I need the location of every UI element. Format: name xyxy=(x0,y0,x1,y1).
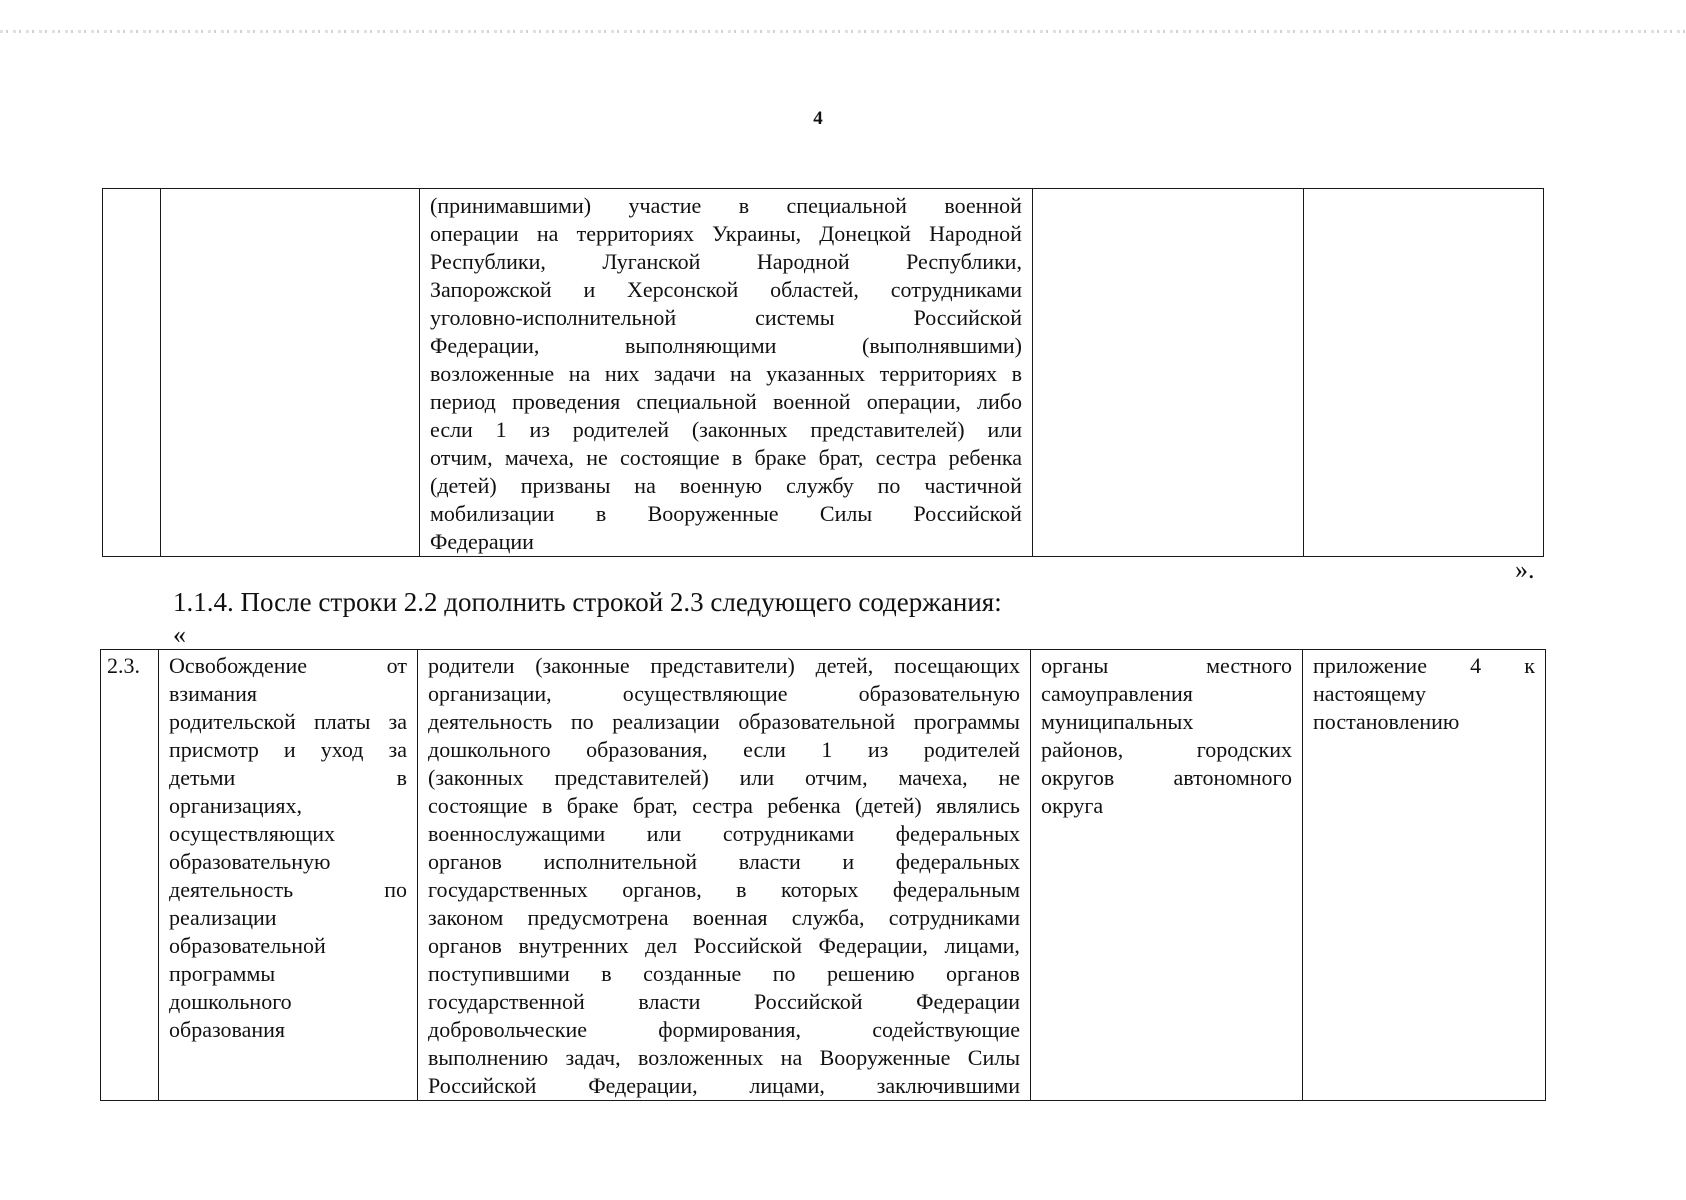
text-line: государственной власти Российской Федерации xyxy=(428,989,1020,1014)
text-line: присмотр и уход за xyxy=(169,737,407,762)
authority-text xyxy=(1041,652,1292,820)
table-new-row xyxy=(100,649,1546,1101)
text-line: деятельность по реализации образовательной программы xyxy=(428,709,1020,734)
text-line: округов автономного xyxy=(1041,765,1292,790)
text-line: родители (законные представители) детей, посещающих xyxy=(428,653,1020,678)
text-line: Российской Федерации, лицами, заключившими xyxy=(428,1073,1020,1098)
scan-edge xyxy=(0,30,1686,33)
amendment-text: 1.1.4. После строки 2.2 дополнить строкой 2.3 следующего содержания: xyxy=(173,587,1002,617)
text-line: организации, осуществляющие образовательную xyxy=(428,681,1020,706)
text-line: законом предусмотрена военная служба, сотрудниками xyxy=(428,905,1020,930)
text-line: образовательной xyxy=(169,933,326,958)
text-line: деятельность по xyxy=(169,877,407,902)
text-line: взимания xyxy=(169,681,258,706)
text-line: государственных органов, в которых федеральным xyxy=(428,877,1020,902)
text-line: (детей) призваны на военную службу по частичной xyxy=(430,473,1022,498)
text-line: уголовно-исполнительной системы Российской xyxy=(430,305,1022,330)
text-line: органы местного xyxy=(1041,653,1292,678)
reference-text xyxy=(1313,652,1535,736)
cell-authority xyxy=(1031,650,1303,1101)
text-line: отчим, мачеха, не состоящие в браке брат, сестра ребенка xyxy=(430,445,1022,470)
text-line: военнослужащими или сотрудниками федеральных xyxy=(428,821,1020,846)
text-line: детьми в xyxy=(169,765,407,790)
text-line: самоуправления xyxy=(1041,681,1193,706)
cell-number: 2.3. xyxy=(101,650,159,1101)
text-line: организациях, xyxy=(169,793,302,818)
text-line: выполнению задач, возложенных на Вооруженные Силы xyxy=(428,1045,1020,1070)
text-line: образования xyxy=(169,1017,286,1042)
text-line: районов, городских xyxy=(1041,737,1292,762)
text-line: муниципальных xyxy=(1041,709,1194,734)
text-line: реализации xyxy=(169,905,277,930)
text-line: образовательную xyxy=(169,849,331,874)
cell-measure xyxy=(161,189,420,557)
text-line: если 1 из родителей (законных представителей) или xyxy=(430,417,1022,442)
text-line: Освобождение от xyxy=(169,653,407,678)
text-line: состоящие в браке брат, сестра ребенка (детей) являлись xyxy=(428,793,1020,818)
text-line: Федерации, выполняющими (выполнявшими) xyxy=(430,333,1022,358)
closing-quote: ». xyxy=(1515,555,1535,584)
text-line: осуществляющих xyxy=(169,821,335,846)
text-line: возложенные на них задачи на указанных территориях в xyxy=(430,361,1022,386)
text-line: округа xyxy=(1041,793,1104,818)
recipients-text xyxy=(430,192,1022,556)
text-line: Республики, Луганской Народной Республики, xyxy=(430,249,1022,274)
cell-authority xyxy=(1033,189,1304,557)
table-row xyxy=(103,189,1544,557)
text-line: операции на территориях Украины, Донецкой Народной xyxy=(430,221,1022,246)
cell-recipients xyxy=(420,189,1033,557)
text-line: мобилизации в Вооруженные Силы Российской xyxy=(430,501,1022,526)
measure-text xyxy=(169,652,407,1044)
text-line: (законных представителей) или отчим, мачеха, не xyxy=(428,765,1020,790)
text-line: период проведения специальной военной операции, либо xyxy=(430,389,1022,414)
cell-measure xyxy=(159,650,418,1101)
text-line: добровольческие формирования, содействующие xyxy=(428,1017,1020,1042)
text-line: Федерации xyxy=(430,529,534,554)
text-line: приложение 4 к xyxy=(1313,653,1535,678)
text-line: дошкольного xyxy=(169,989,292,1014)
opening-quote: « xyxy=(173,620,186,649)
text-line: Запорожской и Херсонской областей, сотрудниками xyxy=(430,277,1022,302)
text-line: дошкольного образования, если 1 из родителей xyxy=(428,737,1020,762)
text-line: (принимавшими) участие в специальной военной xyxy=(430,193,1022,218)
recipients-text xyxy=(428,652,1020,1100)
cell-number xyxy=(103,189,161,557)
page-number: 4 xyxy=(813,108,823,129)
table-continuation xyxy=(102,188,1544,557)
text-line: постановлению xyxy=(1313,709,1460,734)
text-line: поступившими в созданные по решению органов xyxy=(428,961,1020,986)
cell-recipients xyxy=(418,650,1031,1101)
cell-reference xyxy=(1303,650,1546,1101)
text-line: органов внутренних дел Российской Федерации, лицами, xyxy=(428,933,1020,958)
cell-reference xyxy=(1304,189,1544,557)
text-line: настоящему xyxy=(1313,681,1426,706)
text-line: органов исполнительной власти и федеральных xyxy=(428,849,1020,874)
text-line: родительской платы за xyxy=(169,709,407,734)
table-row xyxy=(101,650,1546,1101)
text-line: программы xyxy=(169,961,276,986)
